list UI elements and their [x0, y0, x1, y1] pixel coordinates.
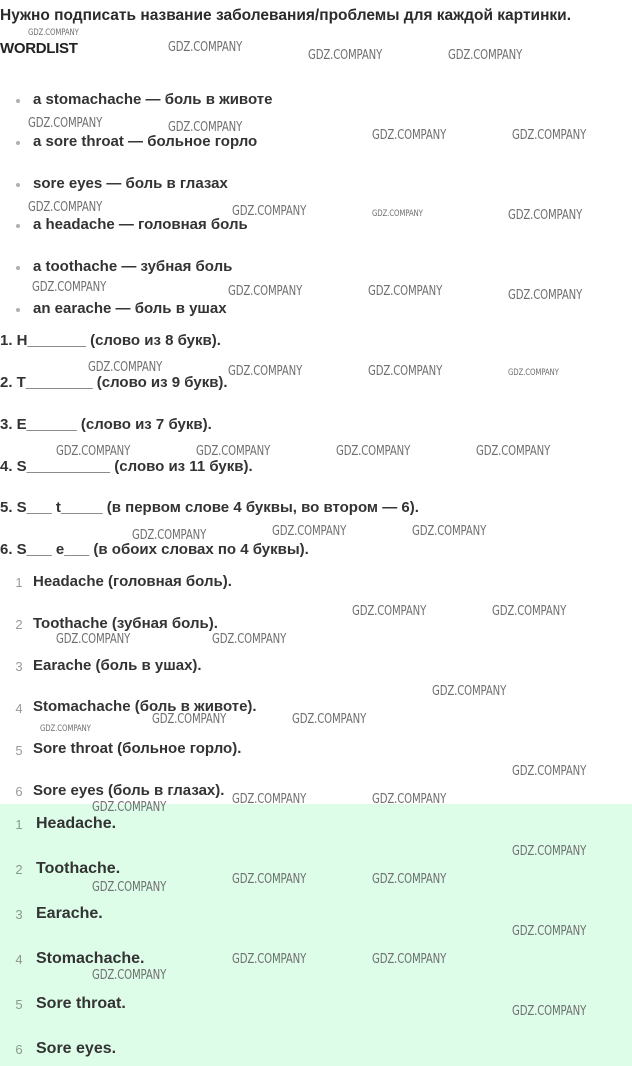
watermark: GDZ.COMPANY: [352, 604, 427, 619]
watermark: GDZ.COMPANY: [28, 28, 79, 38]
watermark: GDZ.COMPANY: [372, 952, 447, 967]
task-2: 2. T________ (слово из 9 букв).: [0, 374, 228, 391]
watermark: GDZ.COMPANY: [56, 444, 131, 459]
watermark: GDZ.COMPANY: [308, 48, 383, 63]
answer-text: Earache (боль в ушах).: [33, 657, 202, 674]
watermark: GDZ.COMPANY: [132, 528, 207, 543]
watermark: GDZ.COMPANY: [28, 116, 103, 131]
watermark: GDZ.COMPANY: [432, 684, 507, 699]
answer-text: Sore eyes (боль в глазах).: [33, 782, 225, 799]
short-answer-text: Sore throat.: [36, 995, 126, 1012]
watermark: GDZ.COMPANY: [292, 712, 367, 727]
task-6: 6. S___ e___ (в обоих словах по 4 буквы).: [0, 541, 309, 558]
task-1: 1. H_______ (слово из 8 букв).: [0, 332, 221, 349]
watermark: GDZ.COMPANY: [368, 364, 443, 379]
answer-number: 6: [15, 784, 23, 799]
task-4: 4. S__________ (слово из 11 букв).: [0, 458, 253, 475]
watermark: GDZ.COMPANY: [232, 872, 307, 887]
answer-number: 2: [15, 617, 23, 632]
watermark: GDZ.COMPANY: [92, 968, 167, 983]
short-answer-number: 4: [15, 952, 23, 967]
watermark: GDZ.COMPANY: [272, 524, 347, 539]
watermark: GDZ.COMPANY: [32, 280, 107, 295]
answer-text: Headache (головная боль).: [33, 573, 232, 590]
watermark: GDZ.COMPANY: [196, 444, 271, 459]
short-answer-number: 1: [15, 817, 23, 832]
watermark: GDZ.COMPANY: [448, 48, 523, 63]
answer-text: Sore throat (больное горло).: [33, 740, 242, 757]
task-5: 5. S___ t_____ (в первом слове 4 буквы, во втором — 6).: [0, 499, 419, 516]
page-title: Нужно подписать название заболевания/проблемы для каждой картинки.: [0, 7, 572, 24]
short-answer-number: 6: [15, 1042, 23, 1057]
answer-number: 1: [15, 575, 23, 590]
wordlist-item: a sore throat — больное горло: [16, 133, 257, 150]
watermark: GDZ.COMPANY: [372, 872, 447, 887]
watermark: GDZ.COMPANY: [372, 209, 423, 219]
watermark: GDZ.COMPANY: [228, 364, 303, 379]
watermark: GDZ.COMPANY: [92, 880, 167, 895]
watermark: GDZ.COMPANY: [512, 924, 587, 939]
watermark: GDZ.COMPANY: [508, 288, 583, 303]
short-answer-text: Headache.: [36, 815, 117, 832]
watermark: GDZ.COMPANY: [372, 128, 447, 143]
watermark: GDZ.COMPANY: [88, 360, 163, 375]
watermark: GDZ.COMPANY: [412, 524, 487, 539]
task-3: 3. E______ (слово из 7 букв).: [0, 416, 212, 433]
watermark: GDZ.COMPANY: [152, 712, 227, 727]
watermark: GDZ.COMPANY: [336, 444, 411, 459]
watermark: GDZ.COMPANY: [512, 128, 587, 143]
watermark: GDZ.COMPANY: [212, 632, 287, 647]
short-answer-text: Sore eyes.: [36, 1040, 117, 1057]
watermark: GDZ.COMPANY: [56, 632, 131, 647]
answer-number: 3: [15, 659, 23, 674]
answer-text: Stomachache (боль в животе).: [33, 698, 257, 715]
answer-number: 4: [15, 701, 23, 716]
answer-text: Toothache (зубная боль).: [33, 615, 218, 632]
watermark: GDZ.COMPANY: [508, 208, 583, 223]
watermark: GDZ.COMPANY: [476, 444, 551, 459]
short-answer-text: Earache.: [36, 905, 103, 922]
wordlist-item: an earache — боль в ушах: [16, 300, 227, 317]
watermark: GDZ.COMPANY: [512, 844, 587, 859]
wordlist-item: a toothache — зубная боль: [16, 258, 232, 275]
watermark: GDZ.COMPANY: [512, 1004, 587, 1019]
wordlist-heading: WORDLIST: [0, 40, 78, 57]
wordlist-item: a stomachache — боль в животе: [16, 91, 272, 108]
answer-number: 5: [15, 743, 23, 758]
short-answer-number: 5: [15, 997, 23, 1012]
watermark: GDZ.COMPANY: [372, 792, 447, 807]
wordlist-item: a headache — головная боль: [16, 216, 248, 233]
watermark: GDZ.COMPANY: [492, 604, 567, 619]
watermark: GDZ.COMPANY: [232, 952, 307, 967]
watermark: GDZ.COMPANY: [228, 284, 303, 299]
watermark: GDZ.COMPANY: [168, 120, 243, 135]
short-answer-number: 3: [15, 907, 23, 922]
watermark: GDZ.COMPANY: [40, 724, 91, 734]
short-answer-text: Toothache.: [36, 860, 121, 877]
watermark: GDZ.COMPANY: [28, 200, 103, 215]
watermark: GDZ.COMPANY: [368, 284, 443, 299]
watermark: GDZ.COMPANY: [508, 368, 559, 378]
watermark: GDZ.COMPANY: [168, 40, 243, 55]
watermark: GDZ.COMPANY: [92, 800, 167, 815]
watermark: GDZ.COMPANY: [512, 764, 587, 779]
watermark: GDZ.COMPANY: [232, 792, 307, 807]
short-answer-text: Stomachache.: [36, 950, 145, 967]
wordlist-item: sore eyes — боль в глазах: [16, 175, 228, 192]
short-answer-number: 2: [15, 862, 23, 877]
watermark: GDZ.COMPANY: [232, 204, 307, 219]
